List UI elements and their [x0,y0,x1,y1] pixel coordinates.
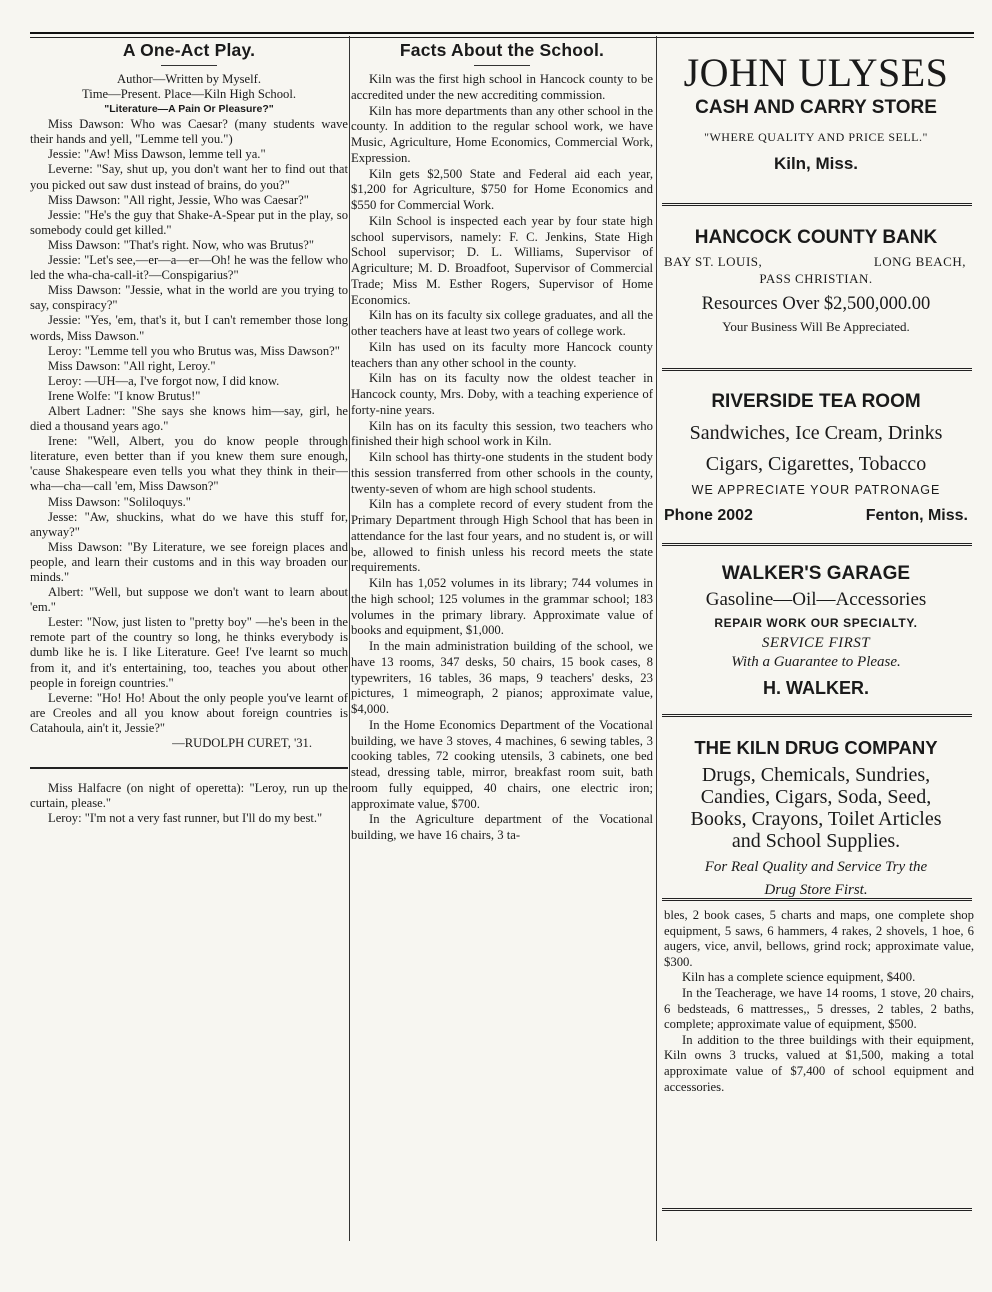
column-divider-left [349,36,350,1241]
fact-paragraph: In the main administration building of the school, we have 13 rooms, 347 desks, 50 chairs, 15 book cases, 8 typewriters, 16 tables, 36 maps, 9 teachers' desks, 23 pictures, 1 mimeograph, 2 pianos; approximate value, $4,000. [351,639,653,716]
ad-kiln-drug-company [660,736,972,900]
fact-paragraph: Kiln has used on its faculty more Hancock county teachers than any other school in the county. [351,339,653,370]
play-line: Irene: "Well, Albert, you do know people through literature, even better than if you knew them sure enough, 'cause Shakespeare even tells you what they think in their—wha—cha—call 'em, Miss Dawson?" [30,434,348,494]
top-rule [30,32,974,34]
ad-bank-loc-right: LONG BEACH, [873,254,966,269]
ad-tearoom-contact [660,505,972,527]
ad-bank-tagline: Your Business Will Be Appreciated. [722,319,910,334]
fact-paragraph: Kiln has more departments than any other school in the county. In addition to the regular school work, we have Music, Agriculture, Home Economics, Commercial Work, Expression. [351,103,653,165]
ad-hancock-bank [660,226,972,336]
ad-tearoom-line2: Cigars, Cigarettes, Tobacco [705,453,927,475]
play-signature: —RUDOLPH CURET, '31. [172,736,312,751]
fact-paragraph: Kiln has a complete record of every student from the Primary Department through High School that has been in attendance for the last four years, and no student is, or will be, allowed to finish unless his record meets the state requirements. [351,497,653,575]
ad-divider [662,203,972,206]
filler-line: Miss Halfacre (on night of operetta): "Leroy, run up the curtain, please." [30,781,348,811]
ad-drug-line2: Candies, Cigars, Soda, Seed, [700,786,932,808]
ad-divider [662,898,972,901]
ad-drug-line5: For Real Quality and Service Try the [704,859,928,875]
play-line: Miss Dawson: Who was Caesar? (many students wave their hands and yell, "Lemme tell you.") [30,117,348,147]
play-line: Jessie: "Aw! Miss Dawson, lemme tell ya." [48,147,266,162]
column-divider-right [656,36,657,1241]
fact-paragraph: In addition to the three buildings with their equipment, Kiln owns 3 trucks, valued at $1,500, making a total approximate value of $7,400 of school equipment and accessories. [664,1032,974,1094]
ad-ulyses-line: CASH AND CARRY STORE [695,97,937,118]
ad-drug-name: THE KILN DRUG COMPANY [694,737,938,758]
play-line: Albert: "Well, but suppose we don't want to learn about 'em." [30,585,348,615]
fact-paragraph: Kiln school has thirty-one students in the student body this session transferred from other schools in the county, twenty-seven of whom are high school students. [351,450,653,496]
ad-tearoom-phone: Phone 2002 [664,507,753,524]
play-line: Miss Dawson: "By Literature, we see foreign places and people, and learn their customs and in this way broaden our minds." [30,539,348,584]
fact-paragraph: Kiln has on its faculty now the oldest teacher in Hancock county, Mrs. Doby, with a teaching experience of forty-nine years. [351,371,653,417]
play-line: Albert Ladner: "She says she knows him—say, girl, he died a thousand years ago." [30,403,348,434]
facts-title: Facts About the School. [399,40,605,60]
ad-garage-owner: H. WALKER. [763,678,869,698]
play-line: Jessie: "He's the guy that Shake-A-Spear put in the play, so somebody could get killed." [30,207,348,237]
ad-ulyses-slogan: "WHERE QUALITY AND PRICE SELL." [704,130,928,144]
ad-drug-line4: and School Supplies. [731,830,901,852]
fact-paragraph: In the Agriculture department of the Vocational building, we have 16 chairs, 3 ta- [351,812,653,842]
ad-tearoom-line1: Sandwiches, Ice Cream, Drinks [689,422,943,444]
ad-drug-line6: Drug Store First. [764,882,868,898]
play-line: Leverne: "Say, shut up, you don't want her to find out that you picked out saw dust instead of brains, do you?" [30,162,348,192]
ad-divider [662,714,972,717]
fact-paragraph: bles, 2 book cases, 5 charts and maps, one complete shop equipment, 5 saws, 6 hammers, 4 rakes, 2 shovels, 1 hoe, 6 augers, vice, anvil, bellows, grind rock; approximate value, $300. [664,908,974,969]
title-rule [161,65,217,66]
play-line: Miss Dawson: "Jessie, what in the world are you trying to say, conspiracy?" [30,283,348,313]
facts-title-rule [474,65,530,66]
ad-ulyses-place: Kiln, Miss. [773,154,859,173]
ad-garage-line3: SERVICE FIRST [761,635,871,651]
ad-drug-line1: Drugs, Chemicals, Sundries, [701,764,931,786]
ad-divider [662,543,972,546]
ad-garage-line2: REPAIR WORK OUR SPECIALTY. [714,616,918,630]
play-subtitle: "Literature—A Pain Or Pleasure?" [104,103,274,116]
play-line: Leroy: —UH—a, I've forgot now, I did know. [48,373,280,388]
ad-walkers-garage [660,562,972,700]
ad-bank-loc-center: PASS CHRISTIAN. [759,271,873,286]
ad-john-ulyses [660,52,972,175]
play-title: A One-Act Play. [122,40,256,60]
fact-paragraph: Kiln has on its faculty this session, two teachers who finished their high school work in Kiln. [351,418,653,449]
ad-garage-name: WALKER'S GARAGE [721,563,911,584]
play-line: Jessie: "Yes, 'em, that's it, but I can't remember those long words, Miss Dawson." [30,313,348,343]
play-line: Miss Dawson: "Soliloquys." [48,494,191,509]
play-byline-author: Author—Written by Myself. [117,72,261,86]
play-line: Irene Wolfe: "I know Brutus!" [48,388,201,403]
fact-paragraph: Kiln has on its faculty six college graduates, and all the other teachers have at least two years of college work. [351,308,653,338]
ad-tearoom-place: Fenton, Miss. [865,507,968,524]
facts-continued [664,908,974,1204]
filler-rule [30,767,348,769]
play-line: Jessie: "Let's see,—er—a—er—Oh! he was the fellow who led the wha-cha-call-it?—Conspigarius?" [30,253,348,283]
play-byline-time: Time—Present. Place—Kiln High School. [82,87,296,102]
fact-paragraph: In the Home Economics Department of the Vocational building, we have 3 stoves, 4 machines, 6 sewing tables, 3 cooking tables, 72 cooking utensils, 3 cabinets, one bed stead, dressing table, mirror, breakfast room suit, bath room fully equipped, 40 chairs, one electric iron; approximate value, $700. [351,717,653,811]
ad-bank-locations [660,253,972,270]
play-line: Leroy: "Lemme tell you who Brutus was, Miss Dawson?" [48,343,340,358]
ad-bank-loc-left: BAY ST. LOUIS, [664,254,763,269]
ad-divider [662,368,972,371]
ad-tearoom-line3: WE APPRECIATE YOUR PATRONAGE [691,483,941,497]
fact-paragraph: In the Teacherage, we have 14 rooms, 1 stove, 20 chairs, 6 bedsteads, 6 mattresses,, 5 dresses, 2 tables, 2 baths, complete; approximate value of equipment, $500. [664,985,974,1032]
fact-paragraph: Kiln has a complete science equipment, $400. [682,970,916,985]
play-line: Miss Dawson: "All right, Leroy." [48,358,216,373]
fact-paragraph: Kiln gets $2,500 State and Federal aid each year, $1,200 for Agriculture, $750 for Home Economics and $550 for Commercial Work. [351,166,653,212]
filler-line: Leroy: "I'm not a very fast runner, but I'll do my best." [48,811,323,826]
ad-drug-line3: Books, Crayons, Toilet Articles [690,808,942,830]
bottom-divider [662,1208,972,1211]
play-line: Lester: "Now, just listen to "pretty boy" —he's been in the remote part of the country so long, he thinks everybody is dumb like he is. I like Literature. Gee! I've learnt so much from it, and it's entertaining, too, teaches you about other people in foreign countries." [30,615,348,690]
ad-bank-resources: Resources Over $2,500,000.00 [701,294,931,314]
fact-paragraph: Kiln School is inspected each year by four state high school supervisors, namely: F. C. Jenkins, State High School supervisor; D. L. Williams, Supervisor of Agriculture; M. D. Broadfoot, Supervisor of Commercial Trade; Miss M. Esther Rogers, Supervisor of Home Economics. [351,213,653,307]
play-column [30,40,348,1240]
top-rule-thin [30,37,974,38]
play-line: Jesse: "Aw, shuckins, what do we have this stuff for, anyway?" [30,509,348,539]
facts-column [351,40,653,1245]
fact-paragraph: Kiln was the first high school in Hancock county to be accredited under the new accrediting commission. [351,72,653,102]
ad-ulyses-name: JOHN ULYSES [683,50,949,95]
ad-riverside-tea-room [660,390,972,527]
play-line: Leverne: "Ho! Ho! About the only people you've learnt of are Creoles and all you know about foreign countries is Catahoula, ain't it, Jessie?" [30,690,348,735]
ad-garage-line4: With a Guarantee to Please. [731,654,901,670]
ad-bank-name: HANCOCK COUNTY BANK [694,227,938,248]
play-line: Miss Dawson: "That's right. Now, who was Brutus?" [48,237,315,252]
ad-garage-line1: Gasoline—Oil—Accessories [705,589,927,610]
fact-paragraph: Kiln has 1,052 volumes in its library; 744 volumes in the high school; 125 volumes in the grammar school; 183 volumes in the primary library. Approximate value of books and equipment, $1,000. [351,576,653,638]
ad-tearoom-name: RIVERSIDE TEA ROOM [711,391,921,412]
play-line: Miss Dawson: "All right, Jessie, Who was Caesar?" [48,192,309,207]
